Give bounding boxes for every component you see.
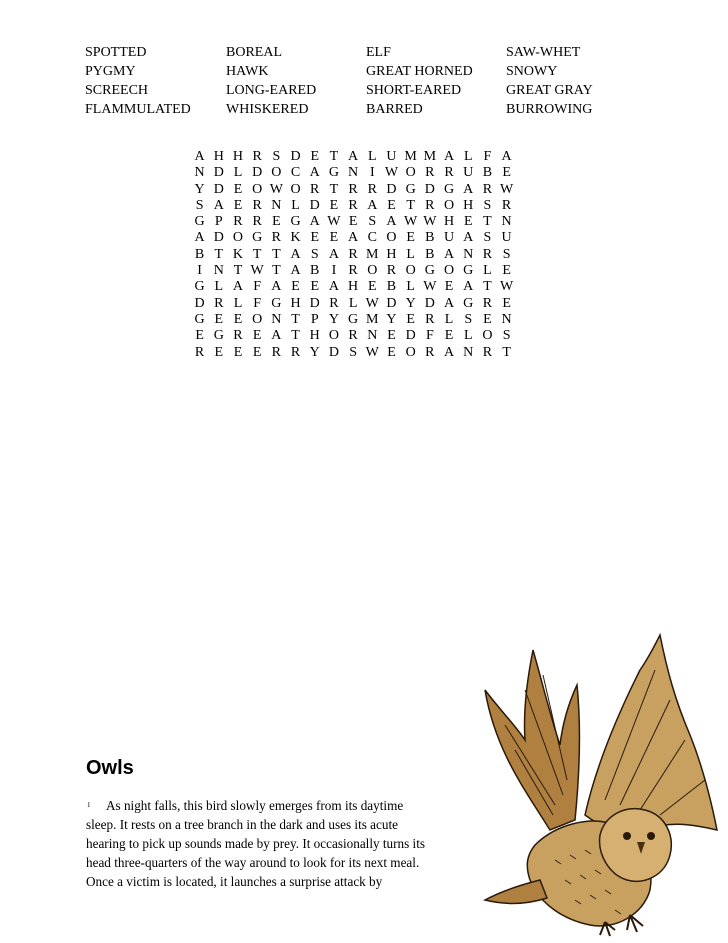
puzzle-cell: R <box>290 344 301 360</box>
puzzle-cell: S <box>368 214 377 230</box>
puzzle-cell: L <box>463 149 473 164</box>
puzzle-cell: R <box>425 344 435 360</box>
puzzle-cell: G <box>194 214 205 230</box>
puzzle-cell: C <box>367 230 377 246</box>
word-list-item: BURROWING <box>506 102 593 117</box>
puzzle-cell: N <box>501 214 512 230</box>
puzzle-cell: H <box>290 295 301 311</box>
puzzle-cell: A <box>271 328 282 344</box>
puzzle-cell: E <box>233 344 243 360</box>
puzzle-cell: R <box>482 344 493 360</box>
puzzle-cell: Y <box>194 181 205 197</box>
puzzle-cell: H <box>213 149 224 164</box>
puzzle-cell: G <box>463 263 474 279</box>
puzzle-cell: M <box>366 311 379 327</box>
puzzle-cell: W <box>327 214 341 230</box>
puzzle-cell: L <box>483 263 492 279</box>
body-text <box>86 796 466 891</box>
puzzle-cell: L <box>233 295 243 311</box>
puzzle-cell: S <box>464 311 473 327</box>
puzzle-cell: W <box>250 263 264 279</box>
puzzle-row <box>190 149 516 165</box>
puzzle-cell: P <box>310 311 319 327</box>
puzzle-cell: Y <box>405 295 416 311</box>
puzzle-cell: E <box>444 328 454 344</box>
puzzle-cell: G <box>405 181 416 197</box>
puzzle-cell: L <box>368 149 377 164</box>
puzzle-cell: S <box>349 344 357 360</box>
word-list-item: PYGMY <box>85 64 136 79</box>
puzzle-cell: H <box>386 246 397 262</box>
puzzle-cell: A <box>463 181 474 197</box>
puzzle-cell: W <box>384 165 399 181</box>
puzzle-cell: A <box>213 197 224 213</box>
puzzle-cell: T <box>502 344 511 360</box>
puzzle-cell: A <box>501 149 512 164</box>
puzzle-cell: E <box>233 181 243 197</box>
puzzle-cell: E <box>291 279 300 295</box>
puzzle-cell: R <box>348 181 358 197</box>
puzzle-cell: R <box>310 181 320 197</box>
puzzle-cell: R <box>386 263 397 279</box>
puzzle-cell: W <box>365 295 379 311</box>
puzzle-cell: E <box>502 295 511 311</box>
puzzle-cell: E <box>214 344 224 360</box>
puzzle-row <box>190 345 516 361</box>
puzzle-cell: D <box>213 230 224 246</box>
puzzle-row <box>190 328 516 344</box>
body-line: As night falls, this bird slowly emerges from its daytime <box>106 798 404 813</box>
puzzle-cell: E <box>406 311 415 327</box>
puzzle-cell: A <box>232 279 244 295</box>
puzzle-cell: T <box>272 246 281 262</box>
puzzle-cell: N <box>367 328 378 344</box>
puzzle-cell: R <box>348 246 358 262</box>
puzzle-cell: E <box>483 311 492 327</box>
puzzle-cell: O <box>232 230 244 246</box>
puzzle-cell: T <box>329 149 339 164</box>
word-list-item: SNOWY <box>506 64 558 79</box>
body-line: Once a victim is located, it launches a surprise attack by <box>86 874 383 889</box>
puzzle-cell: E <box>310 230 319 246</box>
puzzle-cell: Y <box>309 344 320 360</box>
puzzle-cell: E <box>272 214 281 230</box>
puzzle-cell: N <box>194 165 205 181</box>
puzzle-cell: R <box>271 344 282 360</box>
owl-far-wing <box>485 650 579 830</box>
puzzle-cell: N <box>271 311 282 327</box>
puzzle-cell: A <box>290 246 301 262</box>
puzzle-cell: U <box>386 149 397 164</box>
owl-eye <box>623 832 631 840</box>
puzzle-row <box>190 198 516 214</box>
puzzle-cell: B <box>425 230 435 246</box>
puzzle-cell: N <box>463 344 474 360</box>
puzzle-cell: R <box>329 295 339 311</box>
puzzle-cell: G <box>443 181 455 197</box>
puzzle-cell: S <box>502 328 511 344</box>
puzzle-cell: E <box>310 279 319 295</box>
puzzle-cell: L <box>348 295 358 311</box>
word-list-item: SAW-WHET <box>506 45 581 60</box>
puzzle-cell: R <box>214 295 224 311</box>
puzzle-cell: A <box>348 230 359 246</box>
puzzle-cell: H <box>443 214 455 230</box>
puzzle-cell: N <box>348 165 359 181</box>
puzzle-cell: G <box>252 230 263 246</box>
puzzle-cell: E <box>329 197 339 213</box>
puzzle-cell: W <box>365 344 379 360</box>
puzzle-cell: P <box>214 214 223 230</box>
footnote-marker: 1 <box>87 801 91 809</box>
puzzle-cell: R <box>425 165 435 181</box>
puzzle-cell: T <box>291 328 300 344</box>
puzzle-cell: R <box>425 197 435 213</box>
puzzle-cell: G <box>463 295 474 311</box>
puzzle-cell: A <box>348 149 359 164</box>
puzzle-cell: R <box>444 165 454 181</box>
puzzle-cell: W <box>499 279 514 295</box>
puzzle-cell: E <box>252 328 262 344</box>
puzzle-cell: O <box>405 165 416 181</box>
puzzle-cell: M <box>423 149 437 164</box>
puzzle-cell: O <box>405 344 416 360</box>
puzzle-cell: G <box>424 263 435 279</box>
puzzle-cell: Y <box>328 311 339 327</box>
puzzle-cell: E <box>444 279 454 295</box>
puzzle-cell: S <box>483 230 492 246</box>
puzzle-cell: R <box>482 181 493 197</box>
puzzle-cell: R <box>252 214 262 230</box>
puzzle-cell: O <box>443 197 455 213</box>
puzzle-row <box>190 263 516 279</box>
puzzle-row <box>190 165 516 181</box>
puzzle-cell: T <box>214 246 224 262</box>
puzzle-cell: H <box>348 279 359 295</box>
puzzle-cell: F <box>425 328 434 344</box>
puzzle-cell: D <box>424 295 435 311</box>
owl-near-wing <box>585 635 717 832</box>
puzzle-cell: W <box>423 214 437 230</box>
puzzle-cell: G <box>271 295 282 311</box>
puzzle-cell: T <box>272 263 281 279</box>
puzzle-cell: N <box>271 197 282 213</box>
puzzle-cell: L <box>444 311 454 327</box>
puzzle-cell: O <box>252 311 263 327</box>
puzzle-cell: R <box>233 328 243 344</box>
puzzle-cell: A <box>194 149 205 164</box>
puzzle-cell: A <box>194 230 205 246</box>
puzzle-cell: A <box>463 279 474 295</box>
puzzle-cell: I <box>331 263 337 279</box>
puzzle-cell: E <box>406 230 415 246</box>
puzzle-cell: O <box>367 263 378 279</box>
puzzle-cell: U <box>463 165 474 181</box>
puzzle-cell: T <box>483 214 492 230</box>
puzzle-cell: L <box>406 246 415 262</box>
puzzle-cell: T <box>233 263 243 279</box>
word-list-item: FLAMMULATED <box>85 102 191 117</box>
puzzle-cell: D <box>309 295 320 311</box>
puzzle-cell: G <box>348 311 359 327</box>
puzzle-cell: A <box>367 197 378 213</box>
puzzle-cell: R <box>252 149 262 164</box>
puzzle-cell: E <box>348 214 358 230</box>
puzzle-cell: S <box>310 246 319 262</box>
section-title: Owls <box>86 757 134 779</box>
puzzle-cell: E <box>233 197 243 213</box>
puzzle-cell: D <box>424 181 435 197</box>
puzzle-cell: A <box>328 279 339 295</box>
puzzle-cell: S <box>483 197 492 213</box>
puzzle-cell: S <box>272 149 281 164</box>
puzzle-cell: O <box>290 181 301 197</box>
puzzle-cell: D <box>328 344 339 360</box>
puzzle-cell: E <box>252 344 262 360</box>
puzzle-cell: R <box>348 263 358 279</box>
puzzle-cell: W <box>404 214 418 230</box>
puzzle-cell: W <box>499 181 514 197</box>
puzzle-cell: R <box>482 295 493 311</box>
puzzle-cell: H <box>232 149 244 164</box>
puzzle-cell: E <box>368 279 377 295</box>
puzzle-cell: F <box>253 295 262 311</box>
puzzle-cell: E <box>387 344 396 360</box>
puzzle-cell: O <box>386 230 397 246</box>
puzzle-cell: K <box>232 246 244 262</box>
puzzle-cell: H <box>309 328 320 344</box>
puzzle-cell: A <box>463 230 474 246</box>
puzzle-cell: A <box>443 246 455 262</box>
puzzle-cell: M <box>404 149 417 164</box>
puzzle-cell: G <box>194 311 205 327</box>
puzzle-cell: M <box>366 246 379 262</box>
body-line: head three-quarters of the way around to look for its next meal. <box>86 855 420 870</box>
puzzle-cell: B <box>310 263 320 279</box>
puzzle-cell: O <box>405 263 416 279</box>
puzzle-cell: D <box>405 328 416 344</box>
puzzle-cell: E <box>502 165 511 181</box>
puzzle-row <box>190 296 516 312</box>
puzzle-cell: D <box>386 295 397 311</box>
puzzle-cell: D <box>386 181 397 197</box>
puzzle-cell: O <box>443 263 455 279</box>
puzzle-cell: T <box>329 181 339 197</box>
puzzle-cell: R <box>233 214 243 230</box>
owl-illustration <box>455 630 720 940</box>
puzzle-cell: L <box>233 165 243 181</box>
word-list-item: ELF <box>366 45 391 60</box>
puzzle-cell: R <box>194 344 205 360</box>
puzzle-cell: R <box>348 328 358 344</box>
puzzle-cell: K <box>290 230 301 246</box>
puzzle-cell: D <box>213 181 224 197</box>
puzzle-cell: R <box>367 181 377 197</box>
puzzle-cell: N <box>213 263 224 279</box>
word-list-item: LONG-EARED <box>226 83 317 98</box>
puzzle-cell: B <box>425 246 435 262</box>
puzzle-cell: A <box>290 263 301 279</box>
puzzle-cell: G <box>328 165 339 181</box>
puzzle-cell: G <box>290 214 301 230</box>
puzzle-cell: B <box>386 279 397 295</box>
word-list <box>85 43 645 119</box>
puzzle-cell: O <box>482 328 493 344</box>
puzzle-cell: O <box>252 181 263 197</box>
word-list-item: SCREECH <box>85 83 149 98</box>
puzzle-cell: N <box>463 246 474 262</box>
puzzle-cell: R <box>252 197 262 213</box>
puzzle-cell: C <box>290 165 301 181</box>
word-list-item: BARRED <box>366 102 423 117</box>
word-list-item: WHISKERED <box>226 102 309 117</box>
puzzle-cell: L <box>406 279 415 295</box>
puzzle-cell: T <box>483 279 492 295</box>
word-list-item: HAWK <box>226 64 269 79</box>
puzzle-cell: U <box>443 230 455 246</box>
puzzle-cell: R <box>482 246 493 262</box>
puzzle-cell: T <box>291 311 300 327</box>
puzzle-cell: D <box>252 165 263 181</box>
puzzle-cell: W <box>269 181 283 197</box>
puzzle-cell: F <box>483 149 492 164</box>
puzzle-cell: D <box>194 295 205 311</box>
puzzle-row <box>190 182 516 198</box>
body-line: hearing to pick up sounds made by prey. It occasionally turns its <box>86 836 426 851</box>
puzzle-cell: R <box>501 197 512 213</box>
word-list-item: SHORT-EARED <box>366 83 462 98</box>
puzzle-cell: L <box>291 197 300 213</box>
puzzle-cell: A <box>271 279 282 295</box>
puzzle-cell: E <box>502 263 511 279</box>
puzzle-cell: E <box>329 230 339 246</box>
puzzle-row <box>190 247 516 263</box>
puzzle-cell: A <box>443 295 455 311</box>
puzzle-cell: G <box>213 328 224 344</box>
puzzle-cell: W <box>423 279 437 295</box>
puzzle-cell: T <box>252 246 262 262</box>
puzzle-cell: L <box>463 328 473 344</box>
puzzle-cell: R <box>271 230 282 246</box>
body-line: sleep. It rests on a tree branch in the dark and uses its acute <box>86 817 398 832</box>
puzzle-cell: E <box>233 311 243 327</box>
puzzle-cell: A <box>443 344 455 360</box>
puzzle-cell: O <box>271 165 282 181</box>
puzzle-cell: D <box>309 197 320 213</box>
puzzle-cell: D <box>213 165 224 181</box>
puzzle-cell: F <box>253 279 262 295</box>
puzzle-cell: A <box>386 214 397 230</box>
puzzle-cell: R <box>425 311 435 327</box>
puzzle-cell: I <box>369 165 375 181</box>
puzzle-cell: A <box>309 214 320 230</box>
puzzle-cell: S <box>195 197 204 213</box>
word-list-item: GREAT HORNED <box>366 64 473 79</box>
puzzle-cell: E <box>463 214 473 230</box>
puzzle-cell: S <box>502 246 511 262</box>
puzzle-grid <box>190 149 516 361</box>
puzzle-cell: A <box>443 149 455 164</box>
puzzle-cell: B <box>194 246 205 262</box>
puzzle-cell: U <box>501 230 512 246</box>
puzzle-cell: Y <box>386 311 397 327</box>
puzzle-cell: B <box>482 165 493 181</box>
word-list-item: SPOTTED <box>85 45 147 60</box>
puzzle-cell: T <box>406 197 415 213</box>
puzzle-cell: E <box>387 197 396 213</box>
puzzle-cell: N <box>501 311 512 327</box>
puzzle-cell: L <box>214 279 224 295</box>
puzzle-cell: R <box>348 197 358 213</box>
puzzle-cell: E <box>387 328 396 344</box>
puzzle-row <box>190 312 516 328</box>
puzzle-row <box>190 279 516 295</box>
puzzle-cell: I <box>197 263 202 279</box>
puzzle-cell: A <box>309 165 320 181</box>
word-list-item: GREAT GRAY <box>506 83 593 98</box>
puzzle-cell: O <box>328 328 339 344</box>
puzzle-cell: A <box>328 246 339 262</box>
puzzle-cell: H <box>463 197 474 213</box>
puzzle-cell: E <box>195 328 204 344</box>
puzzle-cell: D <box>290 149 301 164</box>
word-list-item: BOREAL <box>226 45 282 60</box>
puzzle-cell: E <box>214 311 224 327</box>
puzzle-row <box>190 214 516 230</box>
puzzle-cell: E <box>310 149 319 164</box>
puzzle-cell: G <box>194 279 205 295</box>
puzzle-row <box>190 230 516 246</box>
